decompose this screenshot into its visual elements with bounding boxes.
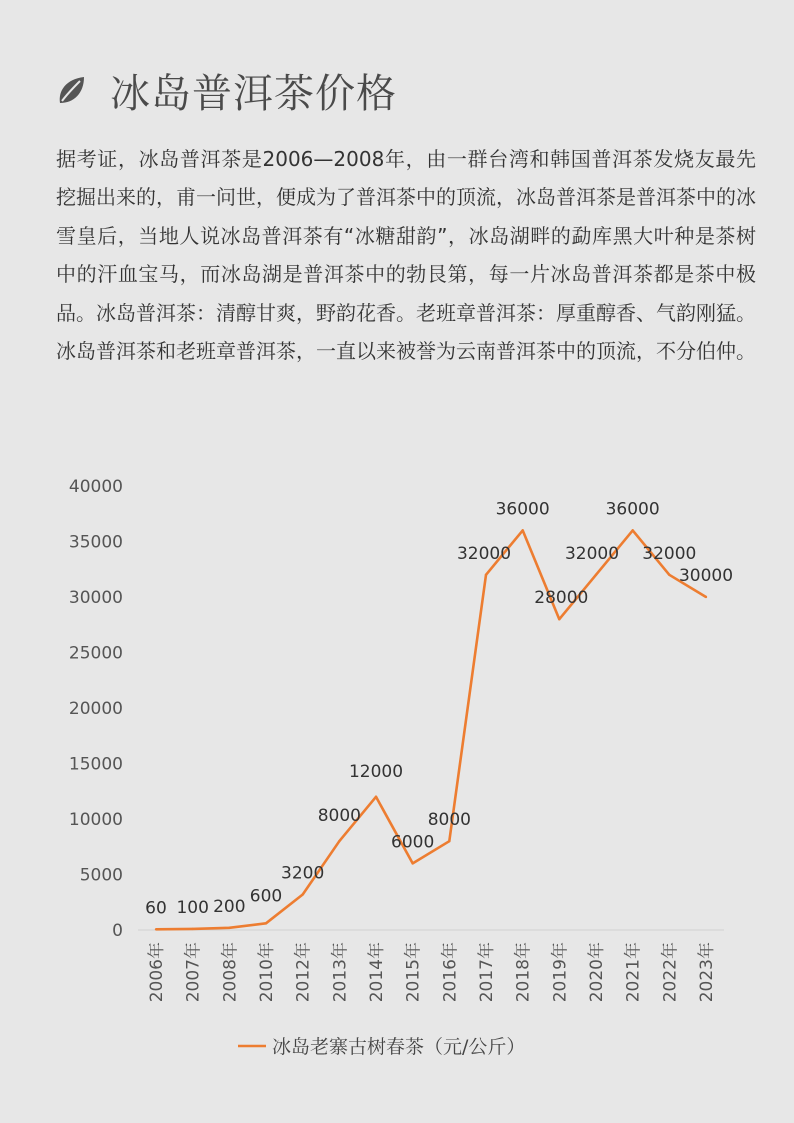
y-tick-label: 25000 [68,643,123,664]
data-point [668,574,670,576]
x-tick-label: 2015年 [403,942,424,1003]
data-point [301,893,303,895]
data-label: 60 [145,898,167,919]
data-label: 200 [213,896,246,917]
data-label: 6000 [391,832,435,853]
data-label: 32000 [456,543,512,564]
data-label: 32000 [564,543,620,564]
data-point [375,796,377,798]
y-tick-label: 10000 [68,810,123,830]
x-tick-label: 2017年 [477,942,497,1003]
y-tick-label: 15000 [68,754,123,775]
y-tick-label: 20000 [68,699,123,719]
data-label: 8000 [427,810,471,831]
x-tick-label: 2012年 [293,942,314,1003]
data-point [631,529,633,531]
x-tick-label: 2010年 [257,942,277,1003]
y-tick-label: 35000 [68,532,123,553]
series-layer [155,529,707,930]
x-tick-label: 2019年 [550,942,571,1003]
x-tick-label: 2020年 [587,942,607,1003]
data-point [265,922,267,924]
data-point [595,574,597,576]
x-tick-label: 2008年 [220,942,241,1003]
data-point [191,928,193,930]
x-tick-label: 2021年 [623,942,644,1003]
data-point [558,618,560,620]
data-point [485,574,487,576]
y-tick-label: 40000 [68,477,123,497]
data-label: 100 [176,897,209,918]
x-tick-label: 2013年 [330,942,351,1003]
data-label: 36000 [605,499,660,520]
data-label: 30000 [678,566,734,586]
data-label: 12000 [348,761,404,782]
page-title: 冰岛普洱茶价格 [110,70,397,117]
data-point [448,840,450,842]
data-point [155,928,157,930]
intro-paragraph: 据考证，冰岛普洱茶是2006—2008年，由一群台湾和韩国普洱茶发烧友最先挖掘出来的，甫一问世，便成为了普洱茶中的顶流，冰岛普洱茶是普洱茶中的冰雪皇后，当地人说冰岛普洱茶有“冰糖甜韵”，冰岛湖畔的勐库黑大叶种是茶树中的汗血宝马，而冰岛湖是普洱茶中的勃艮第，每一片冰岛普洱茶都是茶中极品。冰岛普洱茶：清醇甘爽，野韵花香。老班章普洱茶：厚重醇香、气韵刚猛。冰岛普洱茶和老班章普洱茶，一直以来被誉为云南普洱茶中的顶流，不分伯仲。 [56,147,756,364]
legend-label: 冰岛老寨古树春茶（元/公斤） [272,1036,526,1058]
y-tick-label: 5000 [79,865,123,886]
x-tick-label: 2022年 [660,942,681,1003]
data-label: 32000 [642,543,697,564]
chart-legend [238,1036,525,1058]
data-label: 28000 [534,588,589,609]
data-point [521,529,523,531]
x-tick-label: 2016年 [440,942,461,1003]
series-line [156,530,706,929]
data-label: 36000 [495,499,550,520]
data-point [705,596,707,598]
x-tick-label: 2014年 [367,942,387,1003]
data-label: 600 [249,886,283,907]
x-axis [138,930,724,1002]
x-tick-label: 2018年 [513,942,534,1003]
x-tick-label: 2023年 [697,942,717,1003]
data-point [338,840,340,842]
y-axis [69,477,123,941]
y-tick-label: 30000 [68,588,123,608]
data-label: 3200 [281,863,325,884]
data-label: 8000 [317,806,361,827]
data-point [411,862,413,864]
data-labels [145,499,733,918]
x-tick-label: 2006年 [147,942,167,1003]
y-tick-label: 0 [112,921,123,941]
x-tick-label: 2007年 [183,942,204,1003]
data-point [228,927,230,929]
